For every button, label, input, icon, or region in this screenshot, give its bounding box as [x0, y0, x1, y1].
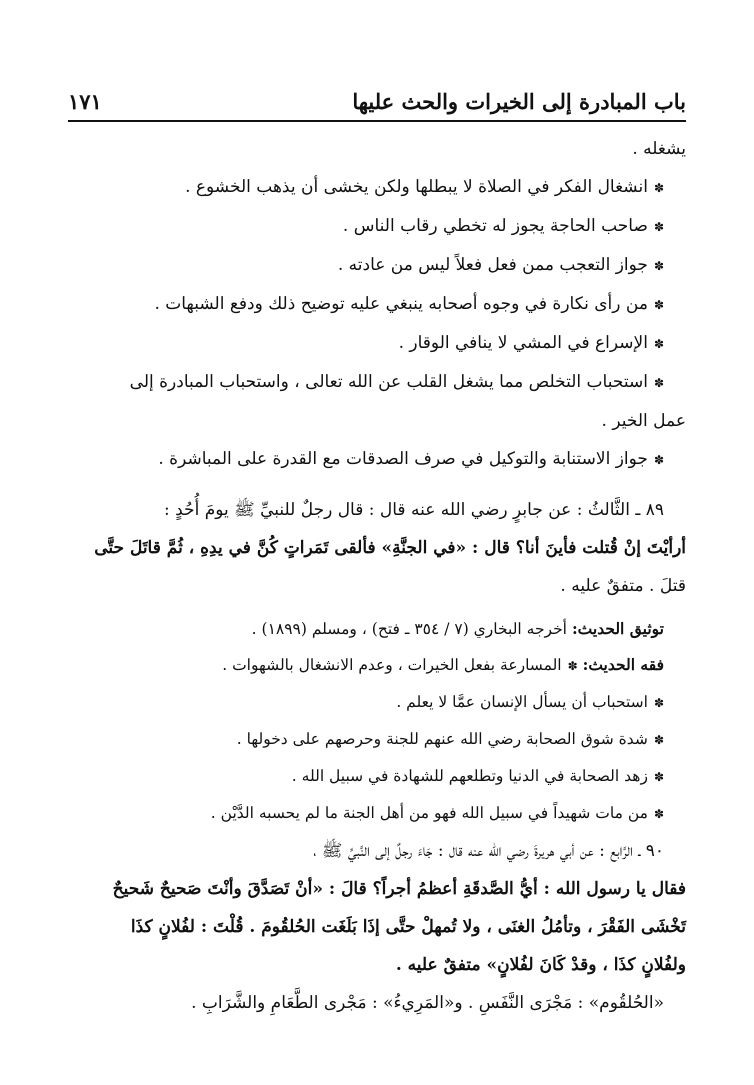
- benefit-continuation: عمل الخير .: [601, 411, 686, 431]
- fiqh-item: ✽ شدة شوق الصحابة رضي الله عنهم للجنة وحرصهم على دخولها .: [68, 721, 686, 758]
- page-number: ١٧١: [68, 89, 102, 114]
- continued-line: يشغله .: [632, 139, 686, 159]
- page-header: [68, 80, 686, 122]
- benefit-item: ✽ استحباب التخلص مما يشغل القلب عن الله تعالى ، واستحباب المبادرة إلى: [68, 363, 686, 402]
- hadith-89-intro: ٨٩ ـ الثَّالثُ : عن جابرٍ رضي الله عنه قال : قال رجلٌ للنبيِّ ﷺ يومَ أُحُدٍ :: [164, 500, 664, 520]
- hadith-89-ending: قتلَ . متفقٌ عليه .: [560, 576, 686, 596]
- tawthiq-label: توثيق الحديث:: [571, 619, 664, 638]
- hadith-90-text: تَخْشَى الفَقْرَ ، وتأمُلُ الغنَى ، ولا تُمهلْ حتَّى إذَا بَلَغَت الحُلقُومَ . قُلْتَ : لفُلانٍ كذَا: [130, 917, 686, 937]
- fiqh-item: ✽ من مات شهيداً في سبيل الله فهو من أهل الجنة ما لم يحسبه الدَّيْن .: [68, 795, 686, 832]
- hadith-90-text: ولفُلانٍ كذَا ، وقدْ كَانَ لفُلانٍ» متفقٌ عليه .: [395, 955, 686, 975]
- fiqh-item: ✽ استحباب أن يسأل الإنسان عمَّا لا يعلم .: [68, 684, 686, 721]
- hadith-89-text: أرأيْتَ إنْ قُتلت فأينَ أنا؟ قال : «في الجنَّةِ» فألقى تَمَراتٍ كُنَّ في يدِهِ ، ثُمَّ قاتَلَ حتَّى: [94, 538, 686, 558]
- hadith-90-intro: ٩٠ ـ الرَّابع : عن أبي هريرةَ رضي الله عنه قال : جَاءَ رجلٌ إلى النَّبيِّ ﷺ ،: [313, 841, 664, 861]
- running-title: باب المبادرة إلى الخيرات والحث عليها: [352, 89, 686, 114]
- benefit-item: ✽ انشغال الفكر في الصلاة لا يبطلها ولكن يخشى أن يذهب الخشوع .: [68, 168, 686, 207]
- benefit-item: ✽ من رأى نكارة في وجوه أصحابه ينبغي عليه توضيح ذلك ودفع الشبهات .: [68, 285, 686, 324]
- fiqh-label: فقه الحديث:: [582, 655, 664, 674]
- benefit-item: ✽ جواز التعجب ممن فعل فعلاً ليس من عادته .: [68, 246, 686, 285]
- benefit-item: ✽ صاحب الحاجة يجوز له تخطي رقاب الناس .: [68, 207, 686, 246]
- hadith-90-note: «الحُلقُوم» : مَجْرَى النَّفَسِ . و«المَرِيءُ» : مَجْرى الطَّعَامِ والشَّرَابِ .: [191, 993, 664, 1013]
- benefit-item: ✽ جواز الاستنابة والتوكيل في صرف الصدقات مع القدرة على المباشرة .: [68, 440, 686, 479]
- fiqh-item: ✽ المسارعة بفعل الخيرات ، وعدم الانشغال بالشهوات .: [222, 656, 577, 674]
- hadith-89-fiqh: [68, 647, 686, 684]
- page-content: [68, 130, 686, 1022]
- benefit-item: ✽ الإسراع في المشي لا ينافي الوقار .: [68, 324, 686, 363]
- hadith-90-text: فقال يا رسول الله : أيُّ الصَّدقَةِ أعظمُ أجراً؟ قالَ : «أنْ تَصَدَّقَ وأنْتَ صَحيحٌ شَحيحٌ: [112, 879, 686, 899]
- tawthiq-text: أخرجه البخاري (٧ / ٣٥٤ ـ فتح) ، ومسلم (١٨٩٩) .: [251, 620, 567, 638]
- fiqh-item: ✽ زهد الصحابة في الدنيا وتطلعهم للشهادة في سبيل الله .: [68, 758, 686, 795]
- hadith-89-tawthiq: [68, 611, 686, 647]
